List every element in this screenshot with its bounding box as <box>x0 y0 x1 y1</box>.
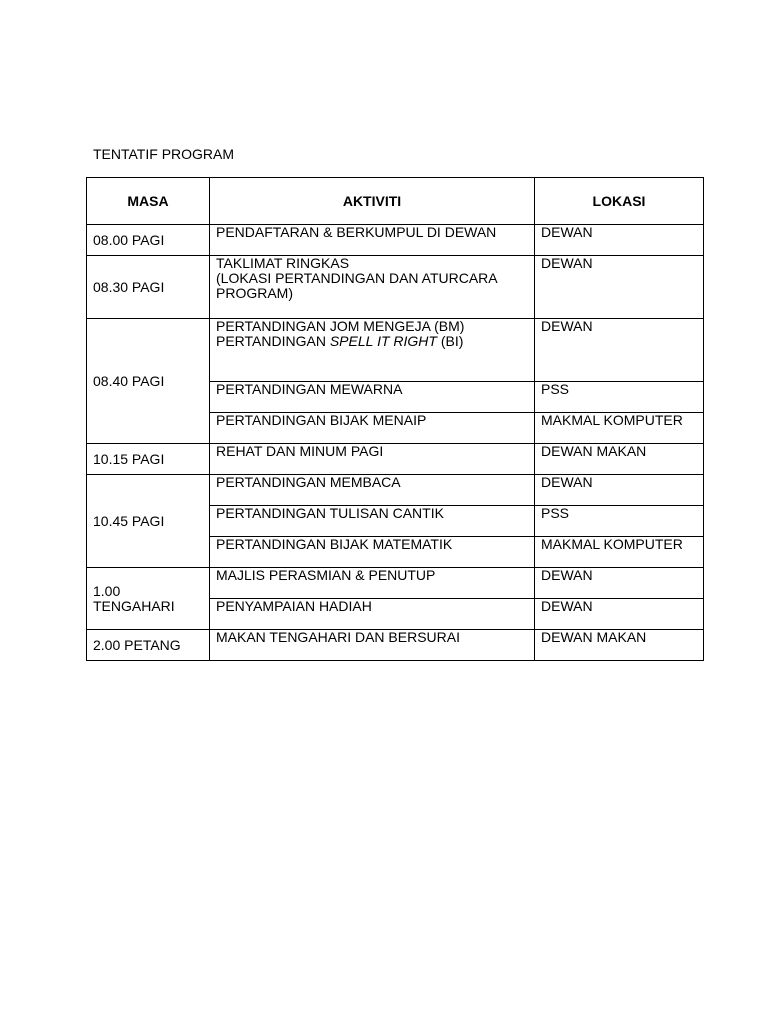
activity-cell <box>210 413 535 444</box>
time-cell <box>87 568 210 630</box>
activity-cell <box>210 537 535 568</box>
activity-cell <box>210 506 535 537</box>
location-text: MAKMAL KOMPUTER <box>541 412 683 428</box>
location-text: DEWAN <box>541 598 593 614</box>
column-header-aktiviti: AKTIVITI <box>210 178 535 225</box>
activity-text: MAJLIS PERASMIAN & PENUTUP <box>216 567 436 583</box>
location-cell <box>535 444 704 475</box>
time-text: 1.00 <box>93 582 121 599</box>
table-row <box>87 256 704 319</box>
activity-cell <box>210 319 535 382</box>
location-text: DEWAN <box>541 255 593 271</box>
activity-italic-title: SPELL IT RIGHT <box>329 333 437 349</box>
activity-text: (LOKASI PERTANDINGAN DAN ATURCARA <box>216 270 498 286</box>
time-text: 10.15 PAGI <box>93 450 165 467</box>
location-cell <box>535 225 704 256</box>
location-cell <box>535 475 704 506</box>
table-row <box>87 225 704 256</box>
activity-text: PROGRAM) <box>216 285 293 301</box>
time-cell <box>87 444 210 475</box>
activity-cell <box>210 382 535 413</box>
location-text: DEWAN <box>541 567 593 583</box>
location-text: DEWAN <box>541 318 593 334</box>
activity-text: MAKAN TENGAHARI DAN BERSURAI <box>216 629 461 645</box>
activity-cell <box>210 256 535 319</box>
schedule-table <box>86 177 704 661</box>
activity-text: PERTANDINGAN MEMBACA <box>216 474 401 490</box>
location-cell <box>535 256 704 319</box>
location-text: PSS <box>541 381 570 397</box>
location-text: DEWAN MAKAN <box>541 629 647 645</box>
column-header-masa: MASA <box>87 178 210 225</box>
activity-text: PENYAMPAIAN HADIAH <box>216 598 372 614</box>
time-cell <box>87 319 210 444</box>
location-text: PSS <box>541 505 570 521</box>
location-cell <box>535 319 704 382</box>
activity-cell <box>210 568 535 599</box>
location-cell <box>535 568 704 599</box>
time-text: TENGAHARI <box>93 597 175 614</box>
activity-cell <box>210 475 535 506</box>
location-text: DEWAN MAKAN <box>541 443 647 459</box>
location-cell <box>535 413 704 444</box>
location-text: DEWAN <box>541 224 593 240</box>
table-row <box>87 630 704 661</box>
location-cell <box>535 506 704 537</box>
time-cell <box>87 475 210 568</box>
activity-text <box>216 334 528 349</box>
activity-cell <box>210 599 535 630</box>
activity-cell <box>210 225 535 256</box>
table-row <box>87 568 704 599</box>
location-cell <box>535 630 704 661</box>
column-header-lokasi: LOKASI <box>535 178 704 225</box>
location-cell <box>535 382 704 413</box>
location-text: DEWAN <box>541 474 593 490</box>
time-text: 10.45 PAGI <box>93 512 165 529</box>
activity-text: PERTANDINGAN JOM MENGEJA (BM) <box>216 318 465 334</box>
table-row <box>87 475 704 506</box>
location-text: MAKMAL KOMPUTER <box>541 536 683 552</box>
time-cell <box>87 630 210 661</box>
activity-text: PERTANDINGAN BIJAK MENAIP <box>216 412 427 428</box>
time-cell <box>87 256 210 319</box>
activity-text: PERTANDINGAN MEWARNA <box>216 381 403 397</box>
time-cell <box>87 225 210 256</box>
activity-text-part: PERTANDINGAN <box>216 333 330 349</box>
activity-text: PERTANDINGAN BIJAK MATEMATIK <box>216 536 453 552</box>
time-text: 08.30 PAGI <box>93 278 165 295</box>
page-title: TENTATIF PROGRAM <box>93 146 235 162</box>
table-row <box>87 444 704 475</box>
time-text: 2.00 PETANG <box>93 636 181 653</box>
table-row <box>87 319 704 382</box>
activity-text: TAKLIMAT RINGKAS <box>216 255 350 271</box>
time-text: 08.40 PAGI <box>93 372 165 389</box>
activity-text: PENDAFTARAN & BERKUMPUL DI DEWAN <box>216 224 497 240</box>
activity-text-part: (BI) <box>436 333 464 349</box>
time-text: 08.00 PAGI <box>93 231 165 248</box>
activity-text: REHAT DAN MINUM PAGI <box>216 443 384 459</box>
location-cell <box>535 537 704 568</box>
table-header-row <box>87 178 704 225</box>
activity-cell <box>210 444 535 475</box>
location-cell <box>535 599 704 630</box>
activity-text: PERTANDINGAN TULISAN CANTIK <box>216 505 444 521</box>
activity-cell <box>210 630 535 661</box>
